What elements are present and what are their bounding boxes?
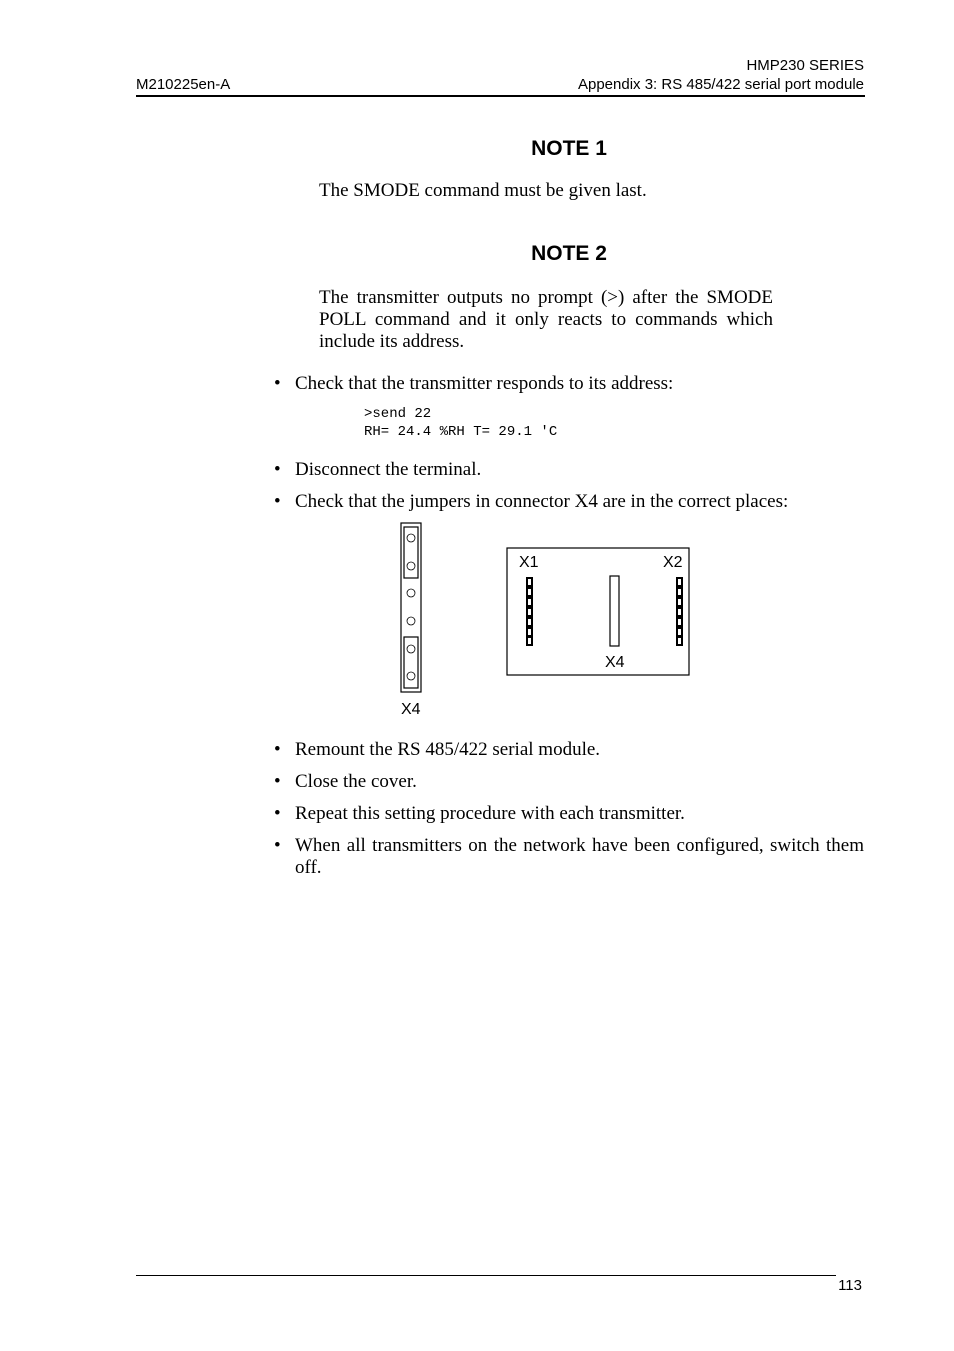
code-line: RH= 24.4 %RH T= 29.1 'C: [364, 424, 558, 440]
header-section: Appendix 3: RS 485/422 serial port module: [577, 76, 864, 93]
pin: [407, 589, 415, 597]
board-x4-label: X4: [605, 654, 625, 671]
board-layout: [507, 548, 689, 675]
list-item-text: Disconnect the terminal.: [295, 459, 482, 480]
pin: [407, 534, 415, 542]
note1-text: The SMODE command must be given last.: [319, 180, 647, 201]
x4-connector: [401, 523, 421, 718]
list-item-text: Check that the transmitter responds to its address:: [295, 373, 674, 394]
header-series: HMP230 SERIES: [746, 57, 864, 74]
note1-heading: NOTE 1: [531, 137, 607, 160]
list-item: [274, 491, 864, 513]
header-doc-id: M210225en-A: [136, 76, 231, 93]
terminal-output: [364, 405, 557, 441]
pin: [407, 617, 415, 625]
x4-header-on-board: [610, 576, 619, 646]
bullet-list-disconnect: [274, 459, 864, 513]
list-item-text: When all transmitters on the network have been configured, switch them off.: [295, 835, 864, 878]
bullet-list-check-address: [274, 373, 864, 395]
list-item-text: Check that the jumpers in connector X4 are in the correct places:: [295, 491, 789, 512]
bullet-marker: •: [274, 803, 281, 824]
list-item: [274, 459, 864, 481]
bullet-marker: •: [274, 835, 281, 856]
list-item-text: Close the cover.: [295, 771, 417, 792]
bullet-marker: •: [274, 739, 281, 760]
list-item-text: Repeat this setting procedure with each transmitter.: [295, 803, 685, 824]
code-line: >send 22: [364, 406, 432, 422]
x4-connector-label: X4: [401, 701, 421, 718]
bullet-list-final-steps: [274, 739, 864, 879]
bullet-marker: •: [274, 459, 281, 480]
footer-rule: [136, 1275, 836, 1276]
list-item-text: Remount the RS 485/422 serial module.: [295, 739, 601, 760]
x1-pin-header: [526, 577, 533, 646]
list-item: [274, 373, 864, 395]
bullet-marker: •: [274, 771, 281, 792]
list-item: [274, 803, 864, 825]
list-item: [274, 835, 864, 879]
board-x2-label: X2: [663, 554, 683, 571]
note2-heading: NOTE 2: [531, 242, 607, 265]
board-x1-label: X1: [519, 554, 539, 571]
pin: [407, 562, 415, 570]
note2-text: The transmitter outputs no prompt (>) after the SMODE POLL command and it only reacts to commands which include its address.: [319, 287, 773, 352]
pin: [407, 645, 415, 653]
jumper-diagram: [395, 520, 705, 720]
bullet-marker: •: [274, 373, 281, 394]
x2-pin-header: [676, 577, 683, 646]
bullet-marker: •: [274, 491, 281, 512]
header-rule: [136, 95, 865, 97]
pin: [407, 672, 415, 680]
list-item: [274, 771, 864, 793]
page-number: 113: [838, 1277, 862, 1294]
list-item: [274, 739, 864, 761]
